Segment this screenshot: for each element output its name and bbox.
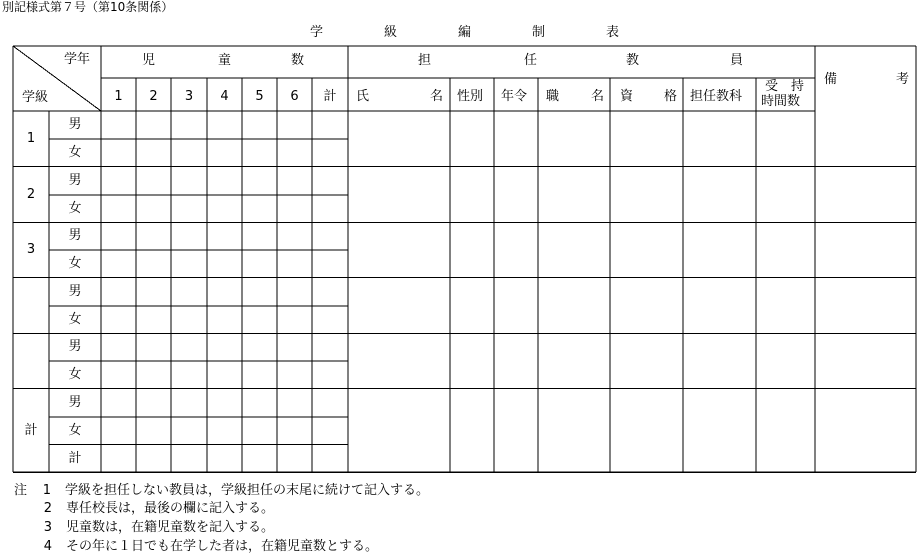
note-line (14, 484, 429, 497)
hours-column-header: 時間数 (761, 94, 801, 109)
name-column-header: 氏 (356, 89, 370, 104)
note-line (14, 502, 274, 515)
gender-label: 女 (68, 311, 82, 327)
gender-column-header: 性別 (457, 89, 484, 104)
grade-column-header: 3 (184, 89, 194, 104)
note-number: 2 (43, 501, 52, 516)
grade-column-header: 1 (114, 89, 123, 104)
children-count-header: 童 (218, 53, 232, 68)
grade-column-header: 6 (290, 89, 299, 104)
class-label: 計 (24, 422, 38, 438)
gender-label: 男 (68, 283, 82, 299)
grade-header: 学年 (64, 52, 91, 67)
qualification-column-header: 格 (664, 89, 678, 104)
gender-label: 女 (68, 144, 82, 160)
note-text: 専任校長は，最後の欄に記入する。 (66, 501, 275, 516)
gender-label: 男 (68, 394, 82, 410)
form-reference: 別記様式第７号（第10条関係） (2, 0, 174, 14)
title-char: 級 (384, 25, 398, 40)
note-text: 学級を担任しない教員は，学級担任の末尾に続けて記入する。 (65, 483, 430, 498)
note-text: その年に１日でも在学した者は，在籍児童数とする。 (66, 539, 379, 554)
note-number: 1 (42, 483, 52, 498)
gender-label: 女 (68, 200, 82, 216)
grade-column-header: 2 (149, 89, 158, 104)
note-number: 4 (43, 539, 52, 554)
position-column-header: 名 (591, 89, 605, 104)
gender-label: 男 (68, 227, 82, 243)
title-char: 制 (532, 25, 546, 40)
gender-label: 計 (68, 450, 82, 466)
qualification-column-header: 資 (620, 89, 634, 104)
age-column-header: 年令 (501, 89, 528, 104)
class-label: 1 (26, 130, 36, 146)
remarks-header: 備 (824, 72, 838, 87)
teachers-header: 担 (418, 53, 432, 68)
gender-label: 男 (68, 172, 82, 188)
position-column-header: 職 (546, 89, 560, 104)
remarks-header: 考 (896, 72, 910, 87)
gender-label: 男 (68, 338, 82, 354)
note-number: 3 (43, 520, 52, 535)
gender-label: 男 (68, 116, 82, 132)
title-char: 表 (606, 25, 620, 40)
grade-column-header: 4 (220, 89, 229, 104)
grade-column-header: 計 (323, 89, 337, 104)
grade-column-header: 5 (255, 89, 264, 104)
title-char: 学 (310, 25, 324, 40)
children-count-header: 児 (142, 53, 156, 68)
class-header: 学級 (22, 90, 49, 105)
note-text: 児童数は，在籍児童数を記入する。 (66, 520, 275, 535)
hours-column-header: 受 持 (765, 79, 805, 94)
title-char: 編 (458, 25, 472, 40)
subject-column-header: 担任教科 (690, 89, 743, 104)
class-label: 2 (26, 186, 36, 202)
teachers-header: 教 (626, 53, 640, 68)
note-prefix: 注 (14, 483, 28, 498)
gender-label: 女 (68, 422, 82, 438)
gender-label: 女 (68, 366, 82, 382)
teachers-header: 任 (524, 53, 538, 68)
note-line (14, 521, 274, 534)
gender-label: 女 (68, 255, 82, 271)
note-line (14, 540, 378, 553)
class-label: 3 (26, 241, 36, 257)
teachers-header: 員 (730, 53, 744, 68)
children-count-header: 数 (291, 53, 305, 68)
name-column-header: 名 (430, 89, 444, 104)
